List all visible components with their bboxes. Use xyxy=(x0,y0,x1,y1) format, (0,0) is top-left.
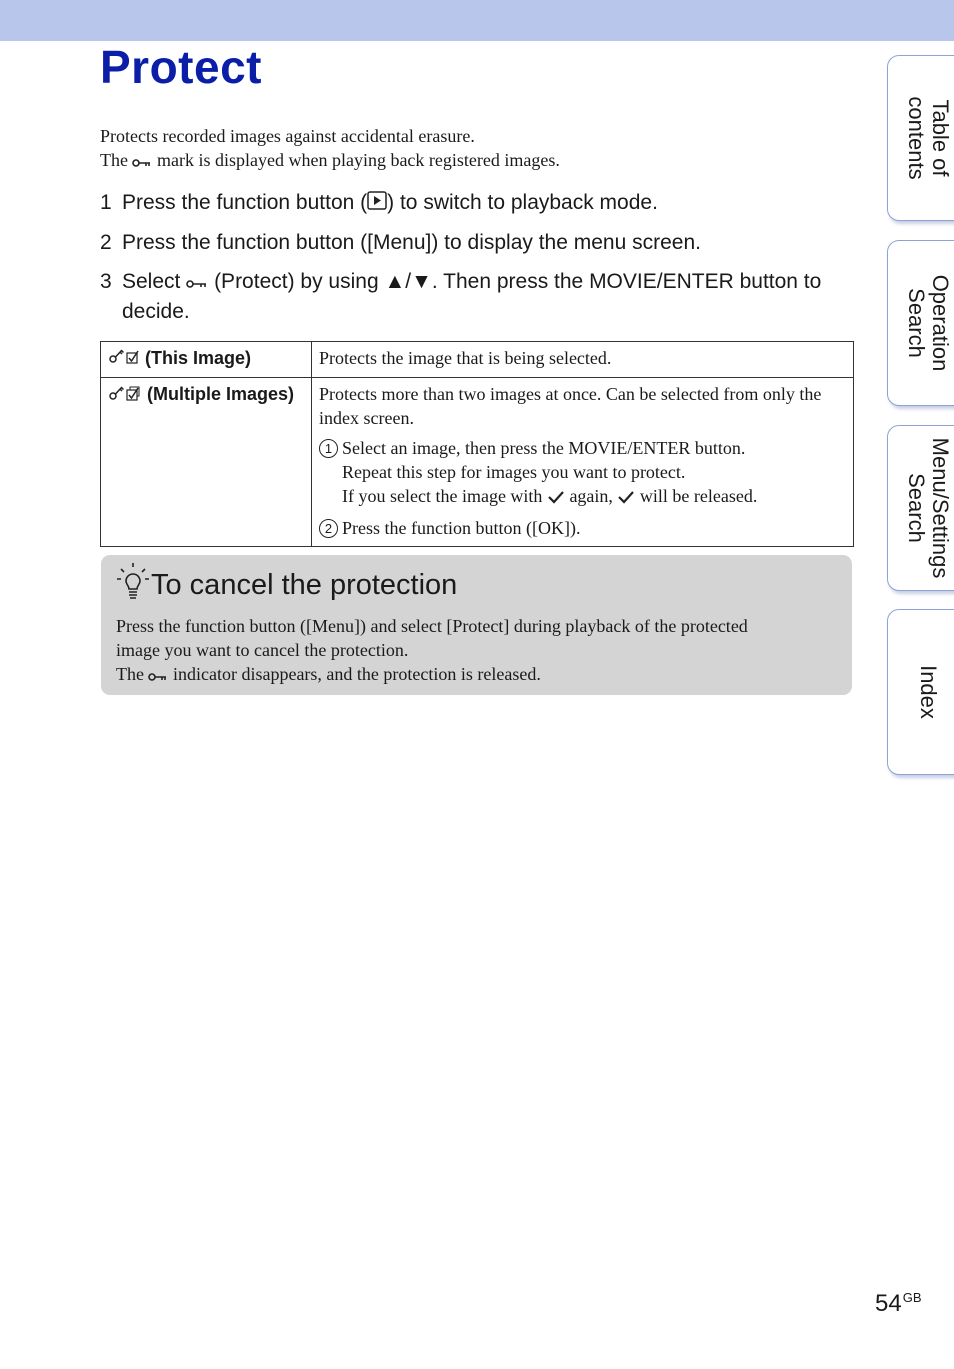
hint-lightbulb-icon xyxy=(115,561,151,609)
tab-menu-settings-search[interactable]: Menu/Settings Search xyxy=(887,425,954,591)
table-row xyxy=(101,378,854,547)
intro-line-2: The mark is displayed when playing back registered images. xyxy=(100,148,560,174)
hint-box xyxy=(101,555,852,695)
step-3: 3 Select (Protect) by using ▲/▼. Then press the MOVIE/ENTER button to decide. xyxy=(100,267,860,326)
tab-index[interactable]: Index xyxy=(887,609,954,775)
page-title: Protect xyxy=(100,41,262,93)
tab-table-of-contents[interactable]: Table of contents xyxy=(887,55,954,221)
header-bar xyxy=(0,0,954,41)
steps-list xyxy=(100,188,860,336)
tab-operation-search[interactable]: Operation Search xyxy=(887,240,954,406)
intro-text xyxy=(100,124,560,174)
option-multiple-images-desc: Protects more than two images at once. Can be selected from only the index screen. 1 Select an image, then press the MOVIE/ENTER button. Repeat this step for images you want to protect. If you select the image with again, will be released. 2 Press the function button ([OK]). xyxy=(312,378,854,547)
protect-options-table xyxy=(100,341,854,547)
check-icon xyxy=(617,486,635,510)
page-number: $54^{GB}$ xyxy=(875,1290,922,1317)
sub-step-1: 1 Select an image, then press the MOVIE/ENTER button. Repeat this step for images you want to protect. If you select the image with again, will be released. xyxy=(319,436,846,510)
hint-text: Press the function button ([Menu]) and select [Protect] during playback of the protected image you want to cancel the protection. The indicator disappears, and the protection is released. xyxy=(116,614,836,688)
key-icon xyxy=(148,664,168,688)
protect-this-image-icon xyxy=(108,347,140,371)
step-1: 1 Press the function button ( ) to switch to playback mode. xyxy=(100,188,860,218)
option-this-image-desc: Protects the image that is being selected. xyxy=(312,342,854,378)
table-row xyxy=(101,342,854,378)
sub-step-2: 2 Press the function button ([OK]). xyxy=(319,516,846,540)
circled-number: 1 xyxy=(319,439,338,458)
hint-title: To cancel the protection xyxy=(115,561,457,609)
option-this-image: (This Image) xyxy=(101,342,312,378)
circled-number: 2 xyxy=(319,519,338,538)
step-2: 2 Press the function button ([Menu]) to display the menu screen. xyxy=(100,230,701,254)
option-multiple-images: (Multiple Images) xyxy=(101,378,312,547)
intro-line-1: Protects recorded images against accidental erasure. xyxy=(100,126,475,146)
key-icon xyxy=(132,150,152,174)
play-icon xyxy=(367,189,387,218)
key-icon xyxy=(186,268,208,297)
protect-multiple-icon xyxy=(108,384,142,408)
check-icon xyxy=(547,486,565,510)
